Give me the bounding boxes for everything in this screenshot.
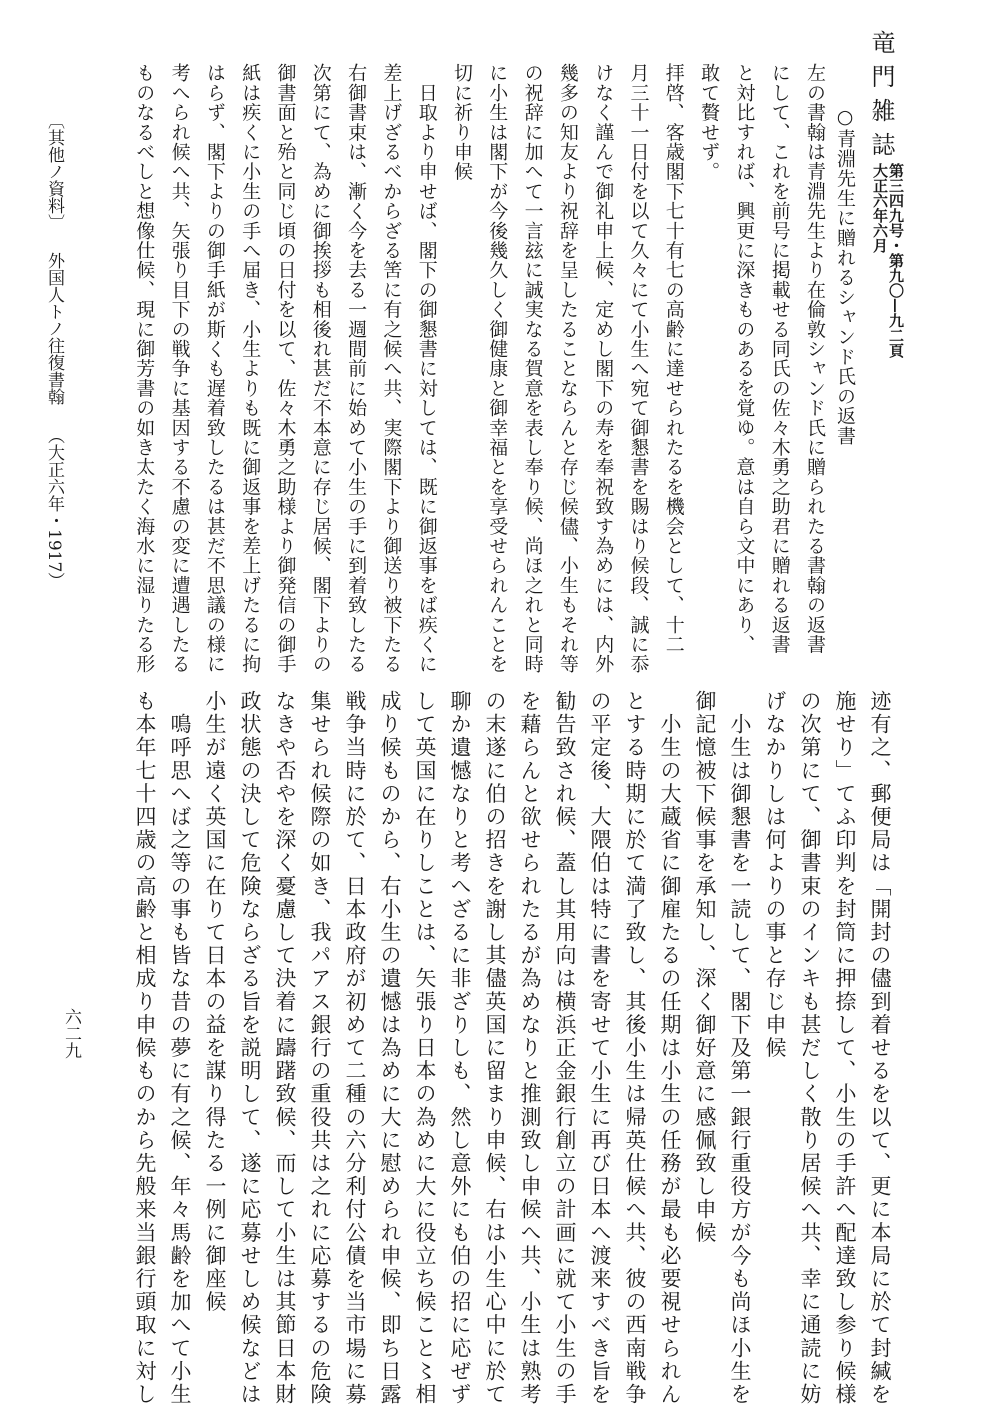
text-column: 迹有之、郵便局は「開封の儘到着せるを以て、更に本局に於て封緘を	[868, 690, 892, 1407]
text-column: 御書面と殆と同じ頃の日付を以て、佐々木勇之助様より御発信の御手	[274, 63, 297, 674]
text-column: 小生は御懇書を一読して、閣下及第一銀行重役方が今も尚ほ小生を	[728, 690, 752, 1407]
text-column: 紙は疾くに小生の手へ届き、小生よりも既に御返事を差上げたるに拘	[239, 63, 262, 674]
text-column: にして、これを前号に掲載せる同氏の佐々木勇之助君に贈れる返書	[768, 63, 791, 654]
text-column: の祝辞に加へて一言玆に誠実なる賀意を表し奉り候、尚ほ之れと同時	[521, 63, 544, 674]
text-column: 月三十一日付を以て久々にて小生へ宛て御懇書を賜はり候段、誠に忝	[627, 63, 650, 674]
text-column: ものなるべしと想像仕候、現に御芳書の如き太たく海水に湿りたる形	[133, 63, 156, 674]
text-column: の末遂に伯の招きを謝し其儘英国に留まり申候、右は小生心中に於て	[483, 690, 507, 1407]
page-number: 六二九	[61, 1008, 81, 1059]
text-column: 御記憶被下候事を承知し、深く御好意に感佩致し申候	[693, 690, 717, 1245]
text-column: けなく謹んで御礼申上候、定めし閣下の寿を奉祝致す為めには、内外	[592, 63, 615, 674]
text-column: 拝啓、客歳閣下七十有七の高齢に達せられたるを機会として、十二	[662, 63, 685, 654]
text-column: 戦争当時に於て、日本政府が初めて二種の六分利付公債を当市場に募	[343, 690, 367, 1407]
text-column: 差上げざるべからざる筈に有之候へ共、実際閣下より御送り被下たる	[380, 63, 403, 674]
issue-date: 大正六年六月	[871, 163, 889, 253]
text-column: 小生の大蔵省に御雇たるの任期は小生の任務が最も必要視せられん	[658, 690, 682, 1407]
issue-pages: 第三四九号・第九〇—九二頁	[887, 163, 905, 358]
running-footer	[40, 112, 68, 605]
footer-title: 外国人トノ往復書翰	[44, 252, 64, 406]
text-column: 小生が遠く英国に在りて日本の益を謀り得たる一例に御座候	[203, 690, 227, 1314]
text-column: して英国に在りしことは、矢張り日本の為めに大に役立ち候こと〻相	[413, 690, 437, 1407]
text-column: の次第にて、御書束のインキも甚だしく散り居候へ共、幸に通読に妨	[798, 690, 822, 1407]
text-column: も本年七十四歳の高齢と相成り申候ものから先般来当銀行頭取に対し	[133, 690, 157, 1407]
text-column: 幾多の知友より祝辞を呈したることならんと存じ候儘、小生もそれ等	[556, 63, 579, 674]
text-column: 右御書束は、漸く今を去る一週間前に始めて小生の手に到着致したる	[345, 63, 368, 674]
text-column: なきや否やを深く憂慮して決着に躊躇致候、而して小生は其節日本財	[273, 690, 297, 1407]
magazine-title: 竜門雑誌	[867, 30, 895, 166]
text-column: 政状態の決して危険ならざる旨を説明して、遂に応募せしめ候などは	[238, 690, 262, 1407]
text-column: げなかりしは何よりの事と存じ申候	[763, 690, 787, 1060]
footer-date: （大正六年・1917）	[44, 426, 64, 590]
text-column: 考へられ候へ共、矢張り目下の戦争に基因する不慮の変に遭遇したる	[168, 63, 191, 674]
text-column: 鳴呼思へば之等の事も皆な昔の夢に有之候、年々馬齢を加へて小生	[168, 690, 192, 1407]
issue-info	[872, 163, 904, 358]
text-column: 左の書翰は青淵先生より在倫敦シャンド氏に贈られたる書翰の返書	[804, 63, 826, 654]
text-column: 日取より申せば、閣下の御懇書に対しては、既に御返事をば疾くに	[415, 63, 438, 674]
text-column: はらず、閣下よりの御手紙が斯くも遅着致したるは甚だ不思議の様に	[203, 63, 226, 674]
text-column: 次第にて、為めに御挨拶も相後れ甚だ不本意に存じ居候、閣下よりの	[309, 63, 332, 674]
text-column: 成り候ものから、右小生の遺憾は為めに大に慰められ申候、即ち日露	[378, 690, 402, 1407]
text-column: 集せられ候際の如き、我パアス銀行の重役共は之れに応募するの危険	[308, 690, 332, 1407]
text-column: とする時期に於て満了致し、其後小生は帰英仕候へ共、彼の西南戦争	[623, 690, 647, 1407]
text-column: と対比すれば、興更に深きものあるを覚ゆ。意は自ら文中にあり、	[733, 63, 756, 654]
text-column: 施せり」てふ印判を封筒に押捺して、小生の手許へ配達致し参り候様	[833, 690, 857, 1407]
article-heading: ○青淵先生に贈れるシャンド氏の返書	[834, 106, 856, 446]
footer-section: 〔其他ノ資料〕	[44, 112, 64, 231]
text-column: に小生は閣下が今後幾久しく御健康と御幸福とを享受せられんことを	[486, 63, 509, 674]
text-column: 聊か遺憾なりと考へざるに非ざりしも、然し意外にも伯の招に応ぜず	[448, 690, 472, 1407]
text-column: を藉らんと欲せられたるが為めなりと推測致し申候へ共、小生は熟考	[518, 690, 542, 1407]
text-column: の平定後、大隈伯は特に書を寄せて小生に再び日本へ渡来すべき旨を	[588, 690, 612, 1407]
text-column: 敢て贅せず。	[698, 63, 721, 182]
text-column: 切に祈り申候	[451, 63, 473, 182]
text-column: 勧告致され候、蓋し其用向は横浜正金銀行創立の計画に就て小生の手	[553, 690, 577, 1407]
